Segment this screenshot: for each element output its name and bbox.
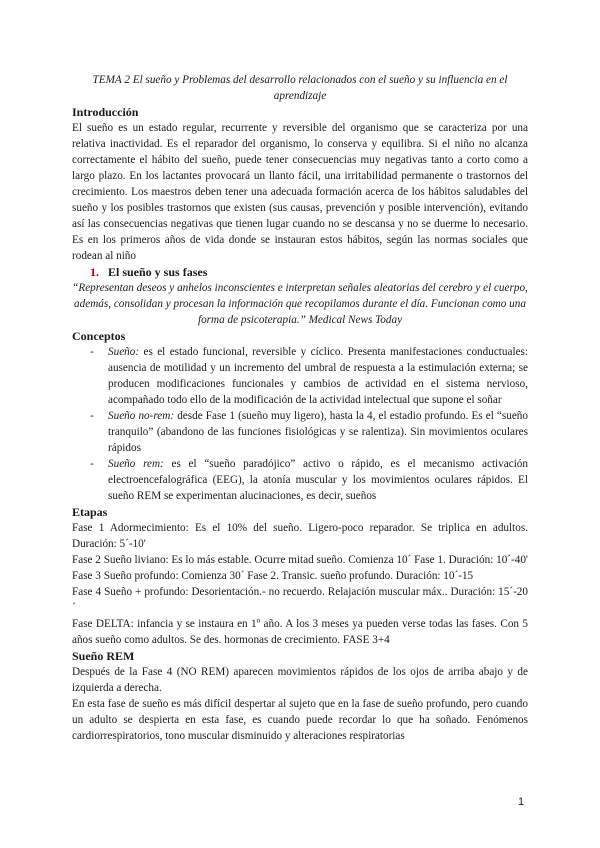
etapa-line: Fase 4 Sueño + profundo: Desorientación.- no recuerdo. Relajación muscular máx.. Duración: 15´-20´ — [72, 586, 528, 614]
intro-paragraph: El sueño es un estado regular, recurrente y reversible del organismo que se caracteriza por una relativa inactividad. Es el reparador del organismo, lo conserva y equilibra. Si el niño no alcanza correctamente el hábito del sueño, puede tener consecuencias muy negativas tanto a corto como a largo plazo. En los lactantes provocará un llanto fácil, una irritabilidad permanente o trastornos del crecimiento. Los maestros deben tener una adecuada formación acerca de los hábitos saludables del sueño y los posibles trastornos que existen (sus causas, prevención y posible intervención), evitando así las consecuencias negativas que tienen lugar cuando no se descansa y no se duerme lo necesario. Es en los primeros años de vida donde se instauran estos hábitos, según las normas sociales que rodean al niño — [72, 122, 528, 262]
section-1-title: El sueño y sus fases — [108, 265, 208, 279]
concept-text: es el estado funcional, reversible y cíclico. Presenta manifestaciones conductuales: ausencia de motilidad y un incremento del umbral de respuesta a la estimulación externa; se producen modificaciones funcionales y cambios de actividad en el sistema nervioso, acompañado todo ello de la modificación de la actividad intelectual que supone el soñar — [108, 346, 528, 406]
etapa-line: Fase DELTA: infancia y se instaura en 1º año. A los 3 meses ya pueden verse todas las fases. Con 5 años sueño como adultos. Se des. hormonas de crecimiento. FASE 3+4 — [72, 618, 528, 646]
etapa-line: Fase 1 Adormecimiento: Es el 10% del sueño. Ligero-poco reparador. Se triplica en adultos. Duración: 5´-10' — [72, 522, 528, 550]
concept-text: desde Fase 1 (sueño muy ligero), hasta la 4, el estadio profundo. Es el “sueño tranquilo” (abandono de las funciones fisiológicas y se ralentiza). Sin movimientos oculares rápidos — [108, 410, 528, 454]
list-item: - Sueño: es el estado funcional, reversible y cíclico. Presenta manifestaciones conductuales: ausencia de motilidad y un incremento del umbral de respuesta a la estimulación externa; se producen modificaciones funcionales y cambios de actividad en el sistema nervioso, acompañado todo ello de la modificación de la actividad intelectual que supone el soñar — [90, 346, 528, 406]
etapa-line: Fase 3 Sueño profundo: Comienza 30´ Fase 2. Transic. sueño profundo. Duración: 10´-15 — [72, 570, 474, 582]
rem-paragraph: En esta fase de sueño es más difícil despertar al sujeto que en la fase de sueño profundo, pero cuando un adulto se despierta en esta fase, es cuando puede recordar lo que ha soñado. Fenómenos cardiorrespiratorios, tono muscular disminuido y alteraciones respiratorias — [72, 698, 528, 742]
section-1-quote: “Representan deseos y anhelos inconscientes e interpretan señales aleatorias del cerebro y el cuerpo, además, consolidan y procesan la información que recopilamos durante el día. Funcionan como una forma de psicoterapia.” Medical News Today — [72, 282, 528, 326]
rem-paragraph: Después de la Fase 4 (NO REM) aparecen movimientos rápidos de los ojos de arriba abajo y de izquierda a derecha. — [72, 666, 528, 694]
concept-text: es el “sueño paradójico” activo o rápido, es el mecanismo activación electroencefalográfica (EEG), la atonía muscular y los movimientos oculares rápidos. El sueño REM se experimentan alucinaciones, es decir, sueños — [108, 458, 528, 502]
rem-heading: Sueño REM — [72, 649, 135, 663]
etapa-line: Fase 2 Sueño liviano: Es lo más estable. Ocurre mitad sueño. Comienza 10´ Fase 1. Duración: 10´-40' — [72, 554, 528, 566]
concept-term: Sueño: — [108, 346, 140, 358]
page-number: 1 — [518, 796, 525, 808]
concept-term: Sueño no-rem: — [108, 410, 175, 422]
conceptos-list — [72, 344, 528, 504]
list-item: - Sueño rem: es el “sueño paradójico” activo o rápido, es el mecanismo activación electroencefalográfica (EEG), la atonía muscular y los movimientos oculares rápidos. El sueño REM se experimentan alucinaciones, es decir, sueños — [90, 458, 528, 502]
document-title: TEMA 2 El sueño y Problemas del desarrollo relacionados con el sueño y su influencia en el aprendizaje — [92, 74, 508, 102]
section-1-number: 1. — [90, 265, 99, 279]
document-page — [72, 72, 528, 744]
list-item: - Sueño no-rem: desde Fase 1 (sueño muy ligero), hasta la 4, el estadio profundo. Es el “sueño tranquilo” (abandono de las funciones fisiológicas y se ralentiza). Sin movimientos oculares rápidos — [90, 410, 528, 454]
intro-heading: Introducción — [72, 105, 139, 119]
section-1-heading — [72, 264, 528, 280]
conceptos-heading: Conceptos — [72, 329, 126, 343]
concept-term: Sueño rem: — [108, 458, 164, 470]
etapas-heading: Etapas — [72, 505, 108, 519]
